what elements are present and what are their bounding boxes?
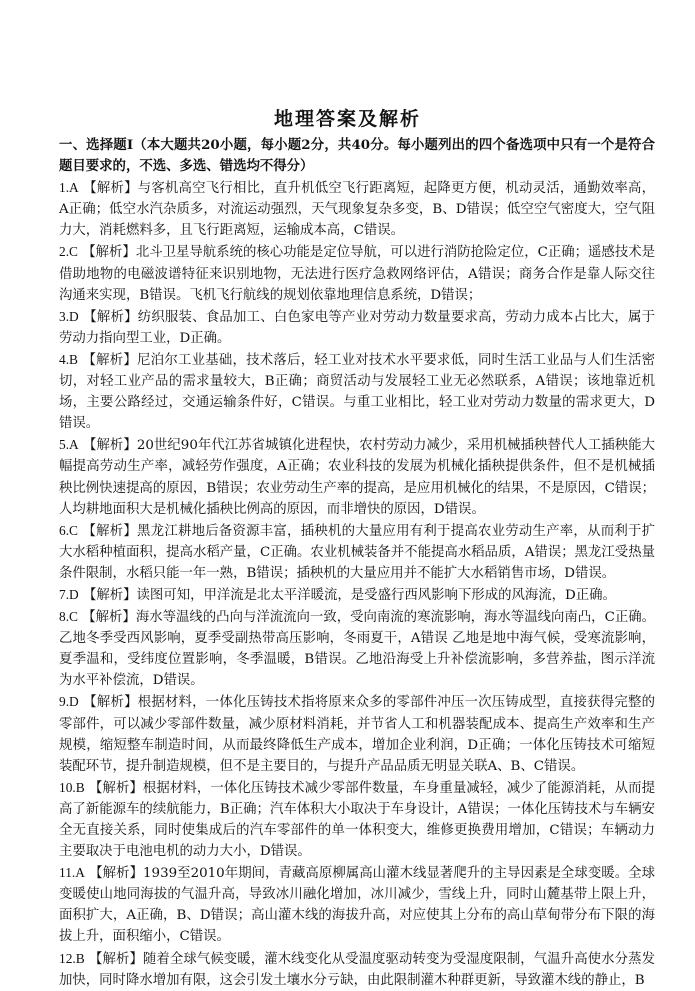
answer-explanation: 【解析】根据材料，一体化压铸技术减少零部件数量，车身重量减轻，减少了能源消耗，从而提高了新能源车的续航能力，B正确；汽车体积大小取决于车身设计，A错误；一体化压铸技术与车辆安全无直接关系，同时使集成后的汽车零部件的单一体积变大，维修更换费用增加，C错误；车辆动力主要取决于电池电机的动力大小，D错误。	[59, 780, 655, 860]
section-heading: 一、选择题Ⅰ（本大题共20小题，每小题2分，共40分。每小题列出的四个备选项中只有一个是符合题目要求的，不选、多选、错选均不得分）	[59, 137, 655, 175]
answer-number: 11.A	[59, 865, 85, 881]
answer-explanation: 【解析】根据材料，一体化压铸技术指将原来众多的零部件冲压一次压铸成型，直接获得完整的零部件，可以减少零部件数量，减少原材料消耗，并节省人工和机器装配成本、提高生产效率和生产规模，缩短整车制造时间，从而最终降低生产成本，增加企业利润，D正确；一体化压铸技术可缩短装配环节，提升制造规模，但不是主要目的，与提升产品品质无明显关联A、B、C错误。	[59, 695, 656, 774]
answer-item	[59, 606, 655, 691]
answer-number: 4.B	[59, 351, 78, 367]
answer-number: 12.B	[59, 950, 85, 966]
answer-explanation: 【解析】纺织服装、食品加工、白色家电等产业对劳动力数量要求高，劳动力成本占比大，属于劳动力指向型工业，D正确。	[59, 309, 656, 346]
answer-item	[59, 862, 655, 947]
answer-number: 1.A	[59, 180, 79, 196]
answer-number: 5.A	[59, 437, 79, 453]
answer-number: 3.D	[59, 308, 79, 324]
answer-explanation: 【解析】读图可知，甲洋流是北太平洋暖流，是受盛行西风影响下形成的风海流，D正确。	[82, 587, 616, 603]
answer-item	[59, 349, 655, 434]
answer-explanation: 【解析】20世纪90年代江苏省城镇化进程快，农村劳动力减少，采用机械插秧替代人工插秧能大幅提高劳动生产率，减轻劳作强度，A正确；农业科技的发展为机械化插秧提供条件，但不是机械插秧比例快速提高的原因，B错误；农业劳动生产率的提高，是应用机械化的结果，不是原因，C错误；人均耕地面积大是机械化插秧比例高的原因，而非增快的原因，D错误。	[59, 438, 655, 517]
answer-number: 8.C	[59, 609, 78, 625]
answer-explanation: 【解析】海水等温线的凸向与洋流流向一致，受向南流的寒流影响，海水等温线向南凸，C正确。乙地冬季受西风影响，夏季受副热带高压影响，冬雨夏干，A错误 乙地是地中海气候，受寒流影响，夏季温和，受纬度位置影响，冬季温暖，B错误。乙地沿海受上升补偿流影响，多营养盐，图示洋流为水平补偿流，D错误。	[59, 610, 655, 689]
answer-explanation: 【解析】黑龙江耕地后备资源丰富，插秧机的大量应用有利于提高农业劳动生产率，从而利于扩大水稻种植面积，提高水稻产量，C正确。农业机械装备并不能提高水稻品质，A错误；黑龙江受热量条件限制，水稻只能一年一熟，B错误；插秧机的大量应用并不能扩大水稻销售市场，D错误。	[59, 523, 656, 581]
answer-item	[59, 948, 655, 991]
answer-item	[59, 434, 655, 519]
answer-number: 9.D	[59, 694, 79, 710]
document-title: 地理答案及解析	[273, 108, 421, 130]
answer-explanation: 【解析】随着全球气候变暖，灌木线变化从受温度驱动转变为受湿度限制，气温升高使水分蒸发加快，同时降水增加有限，这会引发土壤水分亏缺，由此限制灌木种群更新，导致灌木线的静止，B	[59, 951, 655, 988]
answer-item	[59, 306, 655, 349]
answer-item	[59, 241, 655, 305]
answer-number: 2.C	[59, 244, 78, 260]
answer-number: 10.B	[59, 779, 85, 795]
answer-explanation: 【解析】与客机高空飞行相比，直升机低空飞行距离短，起降更方便，机动灵活，通勤效率高，A正确；低空水汽杂质多，对流运动强烈，天气现象复杂多变，B、D错误；低空空气密度大，空气阻力大，消耗燃料多，且飞行距离短，运输成本高，C错误。	[59, 181, 656, 239]
answer-item	[59, 777, 655, 862]
answer-explanation: 【解析】北斗卫星导航系统的核心功能是定位导航，可以进行消防抢险定位，C正确；遥感技术是借助地物的电磁波谱特征来识别地物，无法进行医疗急救网络评估，A错误；商务合作是靠人际交往沟通来实现，B错误。飞机飞行航线的规划依靠地理信息系统，D错误；	[59, 245, 655, 303]
answer-content	[59, 135, 655, 991]
answer-item	[59, 691, 655, 776]
answer-explanation: 【解析】尼泊尔工业基础，技术落后，轻工业对技术水平要求低，同时生活工业品与人们生活密切，对轻工业产品的需求量较大，B正确；商贸活动与发展轻工业无必然联系，A错误；该地靠近机场，主要公路经过，交通运输条件好，C错误。与重工业相比，轻工业对劳动力数量的需求更大，D错误。	[59, 352, 656, 432]
answer-number: 6.C	[59, 522, 78, 538]
answer-explanation: 【解析】1939至2010年期间，青藏高原柳属高山灌木线显著爬升的主导因素是全球变暖。全球变暖使山地同海拔的气温升高，导致冰川融化增加，冰川减少，雪线上升，同时山麓基带上限上升，面积扩大，A正确，B、D错误；高山灌木线的海拔升高，对应使其上分布的高山草甸带分布下限的海拔上升，面积缩小，C错误。	[59, 866, 656, 945]
answer-number: 7.D	[59, 586, 79, 602]
answer-item	[59, 520, 655, 584]
answer-item	[59, 584, 655, 606]
answer-item	[59, 177, 655, 241]
